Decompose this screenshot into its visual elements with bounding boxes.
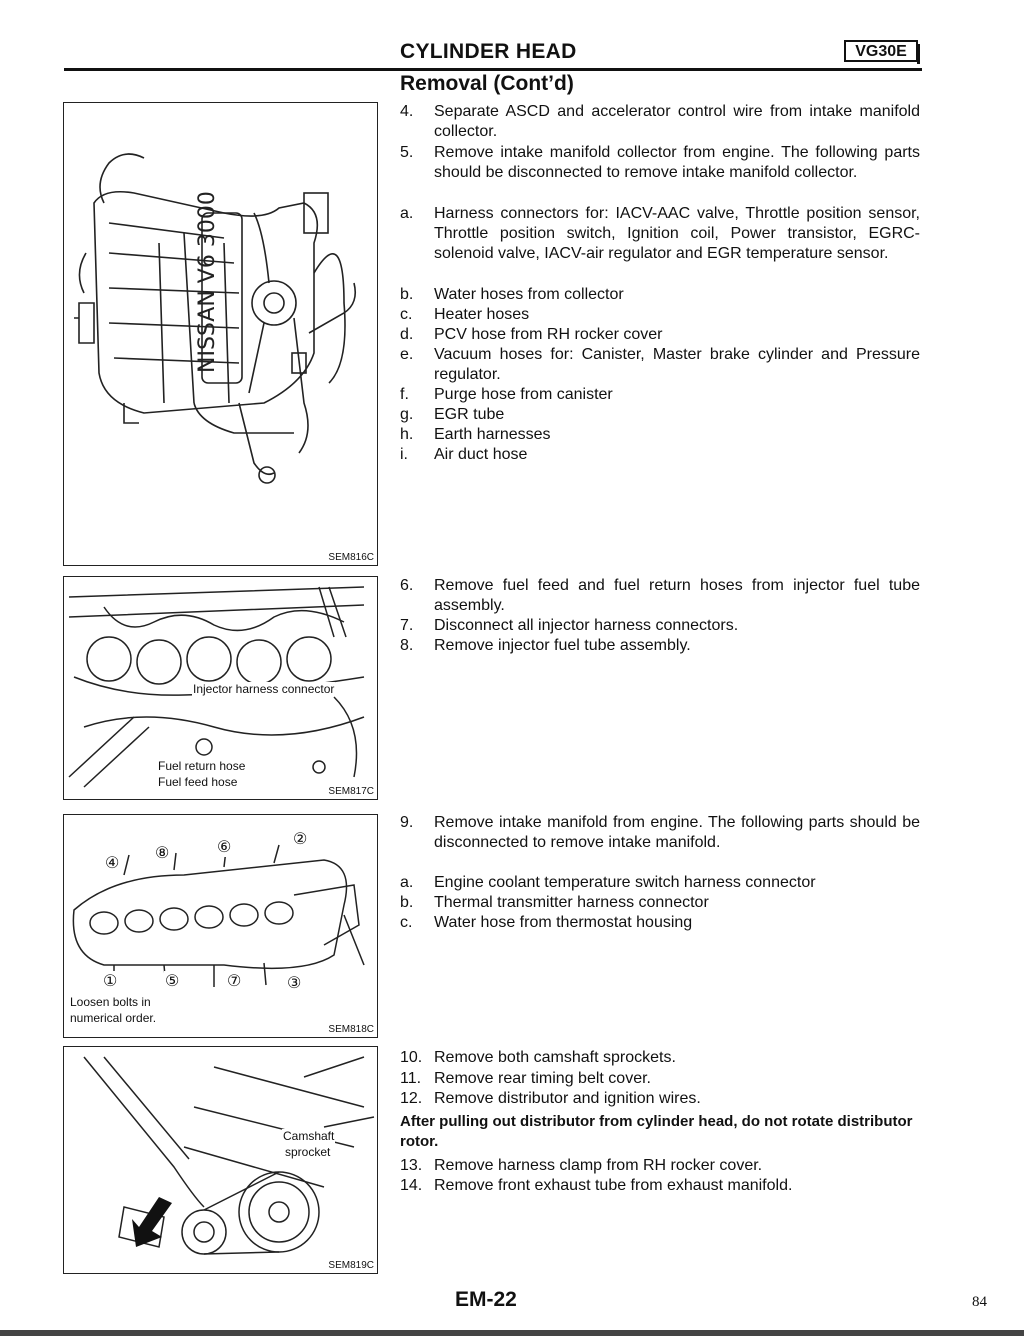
step-item: b. Thermal transmitter harness connector — [400, 894, 709, 911]
step-item: 13. Remove harness clamp from RH rocker cover. — [400, 1157, 763, 1174]
figure-fuel-tube — [63, 576, 378, 800]
bottom-bar — [0, 1330, 1024, 1336]
bolt-number-7: ⑦ — [227, 973, 242, 990]
bolt-number-2: ② — [293, 831, 308, 848]
step-item: a. Engine coolant temperature switch harness connector — [400, 874, 816, 891]
bolt-number-8: ⑧ — [155, 845, 170, 862]
section-subtitle: Removal (Cont’d) — [400, 72, 574, 95]
bolt-number-3: ③ — [287, 975, 302, 992]
step-item: 9. Remove intake manifold from engine. The following parts should be disconnected to remove intake manifold. — [400, 814, 920, 852]
figure-code: SEM817C — [328, 786, 374, 797]
step-item: a. Harness connectors for: IACV-AAC valve, Throttle position sensor, Throttle position switch, Ignition coil, Power transistor, EGRC-solenoid valve, IACV-air regulator and EGR temperature sensor. — [400, 205, 920, 263]
step-item: 12. Remove distributor and ignition wires. — [400, 1090, 701, 1107]
step-item: b. Water hoses from collector — [400, 286, 624, 303]
step-item: 7. Disconnect all injector harness connectors. — [400, 617, 739, 634]
figure-code: SEM818C — [328, 1024, 374, 1035]
step-item: 11. Remove rear timing belt cover. — [400, 1070, 651, 1087]
step-item: 6. Remove fuel feed and fuel return hoses from injector fuel tube assembly. — [400, 577, 920, 615]
step-item: h. Earth harnesses — [400, 426, 551, 443]
callout-injector-harness-connector: Injector harness connector — [193, 682, 335, 696]
engine-tag: VG30E — [844, 40, 918, 62]
step-item: 8. Remove injector fuel tube assembly. — [400, 637, 691, 654]
step-item: d. PCV hose from RH rocker cover — [400, 326, 663, 343]
intake-collector-illustration — [64, 103, 378, 566]
figure-code: SEM816C — [328, 552, 374, 563]
callout-camshaft-line1: Camshaft — [283, 1129, 335, 1143]
bolt-order-note-line1: Loosen bolts in — [70, 995, 151, 1009]
page-number: 84 — [972, 1294, 987, 1310]
page-identifier: EM-22 — [455, 1288, 517, 1311]
camshaft-sprocket-illustration — [64, 1047, 378, 1274]
header-rule — [64, 68, 922, 71]
callout-fuel-return-hose: Fuel return hose — [158, 759, 246, 773]
step-item: i. Air duct hose — [400, 446, 528, 463]
step-item: 10. Remove both camshaft sprockets. — [400, 1049, 676, 1066]
step-item: g. EGR tube — [400, 406, 505, 423]
step-item: 14. Remove front exhaust tube from exhaust manifold. — [400, 1177, 793, 1194]
callout-fuel-feed-hose: Fuel feed hose — [158, 775, 238, 789]
warning-note: After pulling out distributor from cylinder head, do not rotate distributor rotor. — [400, 1113, 913, 1150]
step-item: c. Heater hoses — [400, 306, 530, 323]
bolt-number-1: ① — [103, 973, 118, 990]
bolt-order-note-line2: numerical order. — [70, 1011, 157, 1025]
callout-camshaft-line2: sprocket — [285, 1145, 331, 1159]
step-item: c. Water hose from thermostat housing — [400, 914, 693, 931]
figure-bolt-order — [63, 814, 378, 1038]
figure-camshaft-sprocket — [63, 1046, 378, 1274]
step-item: e. Vacuum hoses for: Canister, Master brake cylinder and Pressure regulator. — [400, 346, 920, 384]
svg-text:NISSAN V6 3000: NISSAN V6 3000 — [195, 191, 220, 373]
figure-intake-collector — [63, 102, 378, 566]
step-item: f. Purge hose from canister — [400, 386, 613, 403]
figure-code: SEM819C — [328, 1260, 374, 1271]
step-item: 4. Separate ASCD and accelerator control wire from intake manifold collector. — [400, 103, 920, 141]
bolt-number-6: ⑥ — [217, 839, 232, 856]
bolt-number-4: ④ — [105, 855, 120, 872]
step-item: 5. Remove intake manifold collector from engine. The following parts should be disconnected to remove intake manifold collector. — [400, 144, 920, 182]
page-title: CYLINDER HEAD — [400, 40, 577, 63]
bolt-number-5: ⑤ — [165, 973, 180, 990]
